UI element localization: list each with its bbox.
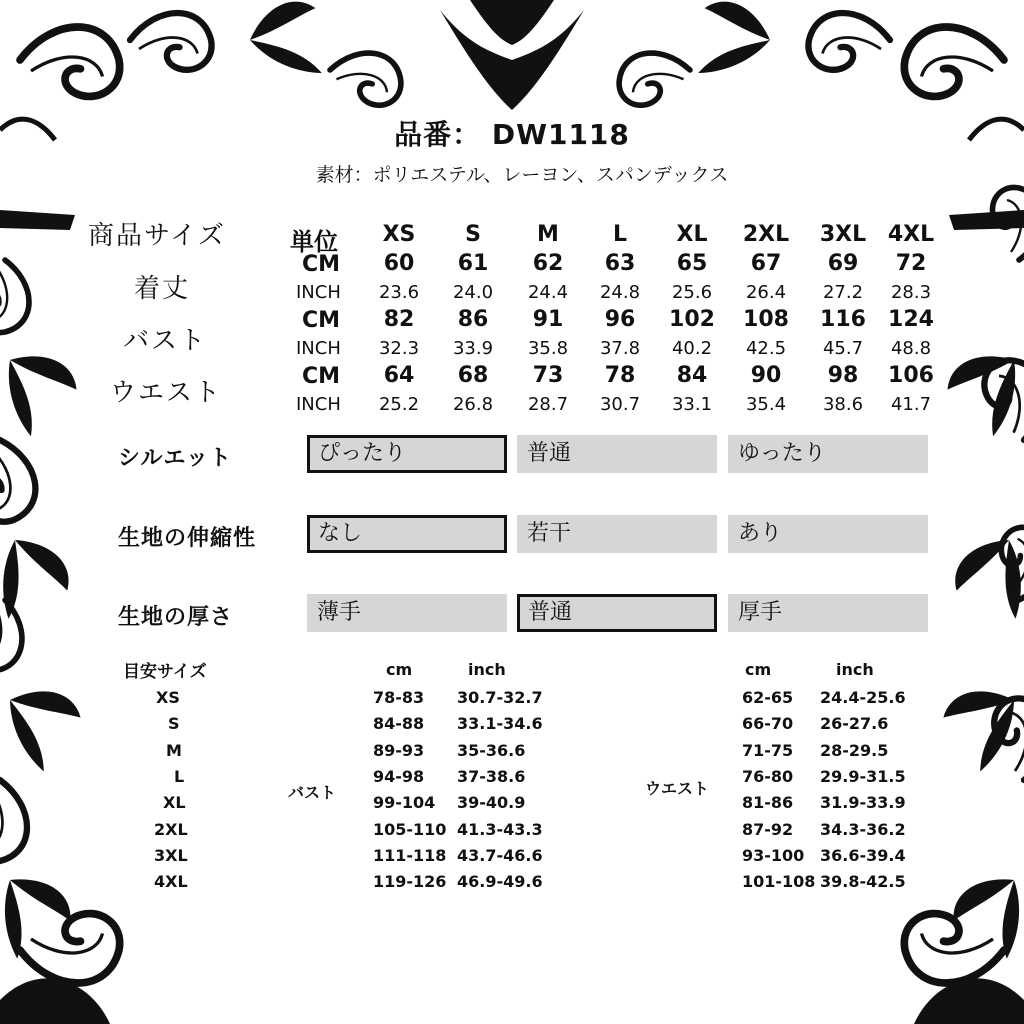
bust-inch-cell: 33.9 bbox=[452, 338, 494, 359]
length-cm-cell: 72 bbox=[895, 251, 927, 276]
unit-inch-length: INCH bbox=[296, 282, 341, 303]
guide-bust-cm: 84-88 bbox=[373, 714, 425, 733]
size-header-cell: XS bbox=[382, 222, 416, 247]
size-header-cell: L bbox=[612, 222, 628, 247]
waist-inch-cell: 26.8 bbox=[452, 394, 494, 415]
guide-bust-inch: 46.9-49.6 bbox=[457, 872, 543, 891]
waist-inch-cell: 25.2 bbox=[378, 394, 420, 415]
guide-waist-cm: 93-100 bbox=[742, 846, 805, 865]
guide-size: XL bbox=[163, 793, 186, 812]
bust-cm-cell: 102 bbox=[669, 307, 715, 332]
attribute-option-selected: なし bbox=[307, 515, 507, 553]
length-inch-cell: 23.6 bbox=[378, 282, 420, 303]
size-header-cell: M bbox=[537, 222, 559, 247]
waist-inch-cell: 28.7 bbox=[527, 394, 569, 415]
guide-bust-cm: 94-98 bbox=[373, 767, 425, 786]
attribute-label: 生地の伸縮性 bbox=[118, 526, 257, 551]
bust-cm-cell: 96 bbox=[604, 307, 636, 332]
guide-size: XS bbox=[156, 688, 180, 707]
guide-bust-inch-header: inch bbox=[468, 660, 506, 679]
guide-waist-cm: 101-108 bbox=[742, 872, 816, 891]
attribute-option-selected: 普通 bbox=[517, 594, 717, 632]
guide-bust-label: バスト bbox=[288, 783, 337, 802]
waist-inch-cell: 30.7 bbox=[599, 394, 641, 415]
attribute-option: 若干 bbox=[517, 515, 717, 553]
guide-waist-inch: 26-27.6 bbox=[820, 714, 889, 733]
length-inch-cell: 24.0 bbox=[452, 282, 494, 303]
guide-size: L bbox=[174, 767, 185, 786]
attribute-option: 厚手 bbox=[728, 594, 928, 632]
unit-header: 単位 bbox=[290, 228, 338, 256]
guide-waist-cm-header: cm bbox=[745, 660, 772, 679]
attribute-label: シルエット bbox=[118, 446, 233, 471]
unit-inch-waist: INCH bbox=[296, 394, 341, 415]
guide-size: 2XL bbox=[154, 820, 188, 839]
guide-waist-label: ウエスト bbox=[645, 779, 710, 798]
length-cm-cell: 62 bbox=[532, 251, 564, 276]
guide-bust-cm: 111-118 bbox=[373, 846, 447, 865]
guide-size: 4XL bbox=[154, 872, 188, 891]
left-ornament bbox=[0, 210, 120, 1024]
waist-inch-cell: 38.6 bbox=[822, 394, 864, 415]
guide-waist-inch: 36.6-39.4 bbox=[820, 846, 906, 865]
guide-waist-inch: 34.3-36.2 bbox=[820, 820, 906, 839]
length-cm-cell: 60 bbox=[383, 251, 415, 276]
waist-cm-cell: 98 bbox=[827, 363, 859, 388]
guide-size: M bbox=[166, 741, 182, 760]
guide-waist-inch-header: inch bbox=[836, 660, 874, 679]
guide-bust-inch: 35-36.6 bbox=[457, 741, 526, 760]
length-cm-cell: 65 bbox=[676, 251, 708, 276]
attribute-option: 薄手 bbox=[307, 594, 507, 632]
guide-bust-inch: 37-38.6 bbox=[457, 767, 526, 786]
bust-inch-cell: 42.5 bbox=[745, 338, 787, 359]
length-inch-cell: 28.3 bbox=[890, 282, 932, 303]
bust-inch-cell: 40.2 bbox=[671, 338, 713, 359]
guide-waist-cm: 66-70 bbox=[742, 714, 794, 733]
guide-waist-cm: 71-75 bbox=[742, 741, 794, 760]
length-inch-cell: 24.8 bbox=[599, 282, 641, 303]
bust-inch-cell: 32.3 bbox=[378, 338, 420, 359]
row-label-product-size: 商品サイズ bbox=[88, 221, 226, 251]
row-label-waist: ウエスト bbox=[110, 378, 223, 408]
guide-bust-cm: 99-104 bbox=[373, 793, 436, 812]
guide-bust-inch: 30.7-32.7 bbox=[457, 688, 543, 707]
unit-cm-waist: CM bbox=[302, 364, 341, 389]
waist-cm-cell: 64 bbox=[383, 363, 415, 388]
size-header-cell: 4XL bbox=[887, 222, 935, 247]
guide-bust-cm: 119-126 bbox=[373, 872, 447, 891]
waist-cm-cell: 106 bbox=[888, 363, 934, 388]
attribute-label: 生地の厚さ bbox=[118, 605, 234, 630]
guide-bust-cm: 78-83 bbox=[373, 688, 425, 707]
guide-bust-inch: 43.7-46.6 bbox=[457, 846, 543, 865]
bust-cm-cell: 108 bbox=[743, 307, 789, 332]
waist-inch-cell: 41.7 bbox=[890, 394, 932, 415]
attribute-option: あり bbox=[728, 515, 928, 553]
unit-cm-length: CM bbox=[302, 252, 341, 277]
length-inch-cell: 27.2 bbox=[822, 282, 864, 303]
length-inch-cell: 25.6 bbox=[671, 282, 713, 303]
guide-waist-cm: 87-92 bbox=[742, 820, 794, 839]
waist-inch-cell: 33.1 bbox=[671, 394, 713, 415]
waist-inch-cell: 35.4 bbox=[745, 394, 787, 415]
row-label-bust: バスト bbox=[123, 326, 208, 356]
guide-bust-cm: 105-110 bbox=[373, 820, 447, 839]
guide-title: 目安サイズ bbox=[123, 662, 207, 682]
bust-cm-cell: 124 bbox=[888, 307, 934, 332]
unit-cm-bust: CM bbox=[302, 308, 341, 333]
waist-cm-cell: 78 bbox=[604, 363, 636, 388]
bust-cm-cell: 82 bbox=[383, 307, 415, 332]
guide-bust-inch: 39-40.9 bbox=[457, 793, 526, 812]
guide-waist-cm: 76-80 bbox=[742, 767, 794, 786]
attribute-option: 普通 bbox=[517, 435, 717, 473]
size-header-cell: S bbox=[465, 222, 481, 247]
guide-bust-inch: 33.1-34.6 bbox=[457, 714, 543, 733]
bust-inch-cell: 45.7 bbox=[822, 338, 864, 359]
guide-size: S bbox=[168, 714, 180, 733]
guide-waist-inch: 24.4-25.6 bbox=[820, 688, 906, 707]
size-header-cell: 2XL bbox=[742, 222, 790, 247]
bust-inch-cell: 48.8 bbox=[890, 338, 932, 359]
waist-cm-cell: 73 bbox=[532, 363, 564, 388]
guide-waist-inch: 39.8-42.5 bbox=[820, 872, 906, 891]
bust-inch-cell: 35.8 bbox=[527, 338, 569, 359]
unit-inch-bust: INCH bbox=[296, 338, 341, 359]
length-cm-cell: 61 bbox=[457, 251, 489, 276]
size-header-cell: XL bbox=[676, 222, 708, 247]
length-cm-cell: 63 bbox=[604, 251, 636, 276]
guide-waist-inch: 29.9-31.5 bbox=[820, 767, 906, 786]
guide-waist-inch: 28-29.5 bbox=[820, 741, 889, 760]
length-inch-cell: 26.4 bbox=[745, 282, 787, 303]
bust-cm-cell: 86 bbox=[457, 307, 489, 332]
bust-cm-cell: 116 bbox=[820, 307, 866, 332]
material-text: 素材：ポリエステル、レーヨン、スパンデックス bbox=[315, 164, 729, 186]
waist-cm-cell: 84 bbox=[676, 363, 708, 388]
attribute-option: ゆったり bbox=[728, 435, 928, 473]
waist-cm-cell: 90 bbox=[750, 363, 782, 388]
length-cm-cell: 67 bbox=[750, 251, 782, 276]
product-number-title: 品番： DW1118 bbox=[394, 118, 630, 151]
guide-bust-cm: 89-93 bbox=[373, 741, 425, 760]
guide-waist-cm: 81-86 bbox=[742, 793, 794, 812]
guide-size: 3XL bbox=[154, 846, 188, 865]
bust-cm-cell: 91 bbox=[532, 307, 564, 332]
length-inch-cell: 24.4 bbox=[527, 282, 569, 303]
guide-bust-inch: 41.3-43.3 bbox=[457, 820, 543, 839]
guide-waist-inch: 31.9-33.9 bbox=[820, 793, 906, 812]
row-label-length: 着丈 bbox=[134, 274, 191, 304]
guide-bust-cm-header: cm bbox=[386, 660, 413, 679]
bust-inch-cell: 37.8 bbox=[599, 338, 641, 359]
waist-cm-cell: 68 bbox=[457, 363, 489, 388]
length-cm-cell: 69 bbox=[827, 251, 859, 276]
size-header-cell: 3XL bbox=[819, 222, 867, 247]
guide-waist-cm: 62-65 bbox=[742, 688, 794, 707]
attribute-option-selected: ぴったり bbox=[307, 435, 507, 473]
